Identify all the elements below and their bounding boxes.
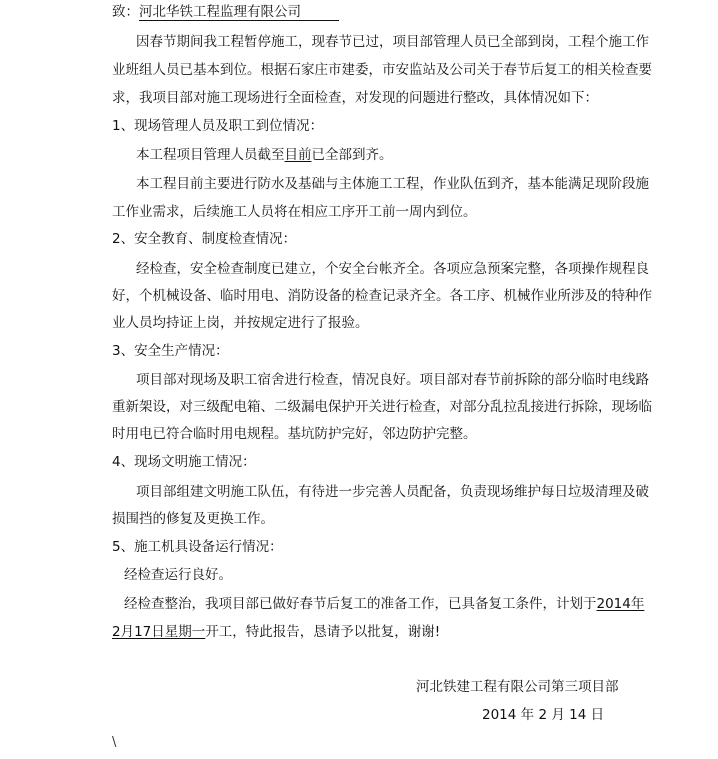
section-1-para-2-line-1: 本工程目前主要进行防水及基础与主体施工工程，作业队伍到齐，基本能满足现阶段施 (136, 176, 649, 192)
section-1-heading: 1、现场管理人员及职工到位情况： (112, 118, 324, 134)
section-4-heading: 4、现场文明施工情况： (112, 454, 256, 470)
section-5-heading: 5、施工机具设备运行情况： (112, 539, 283, 555)
section-2-line-3: 业人员均持证上岗，并按规定进行了报验。 (112, 315, 369, 331)
section-1-para-1-underlined: 目前 (284, 147, 312, 163)
section-5-line-1: 经检查运行良好。 (124, 567, 232, 583)
conclusion-date-day: 2月17日星期一 (112, 624, 206, 640)
section-1-para-1 (136, 146, 393, 164)
intro-line-2: 业班组人员已基本到位。根据石家庄市建委，市安监站及公司关于春节后复工的相关检查要 (112, 62, 652, 78)
intro-line-3: 求，我项目部对施工现场进行全面检查，对发现的问题进行整改，具体情况如下： (112, 90, 598, 106)
addressee-prefix: 致： (112, 4, 139, 20)
section-2-line-2: 好，个机械设备、临时用电、消防设备的检查记录齐全。各工序、机械作业所涉及的特种作 (112, 288, 652, 304)
section-1-para-2-line-2: 工作业需求，后续施工人员将在相应工序开工前一周内到位。 (112, 204, 477, 220)
section-1-para-1-a: 本工程项目管理人员截至 (136, 147, 285, 163)
section-3-heading: 3、安全生产情况： (112, 343, 229, 359)
signature-org: 河北铁建工程有限公司第三项目部 (416, 679, 619, 695)
conclusion-line-1 (124, 595, 644, 613)
trailing-mark: \ (112, 735, 117, 750)
conclusion-date-year: 2014年 (596, 596, 645, 612)
conclusion-line-2-b: 开工，特此报告，恳请予以批复，谢谢! (205, 624, 441, 640)
section-2-line-1: 经检查，安全检查制度已建立，个安全台帐齐全。各项应急预案完整，各项操作规程良 (136, 261, 649, 277)
conclusion-line-1-a: 经检查整治，我项目部已做好春节后复工的准备工作，已具备复工条件，计划于 (124, 596, 597, 612)
section-4-line-2: 损围挡的修复及更换工作。 (112, 511, 274, 527)
section-3-line-1: 项目部对现场及职工宿舍进行检查，情况良好。项目部对春节前拆除的部分临时电线路 (136, 372, 649, 388)
section-3-line-2: 重新架设，对三级配电箱、二级漏电保护开关进行检查，对部分乱拉乱接进行拆除，现场临 (112, 399, 652, 415)
section-4-line-1: 项目部组建文明施工队伍，有待进一步完善人员配备，负责现场维护每日垃圾清理及破 (136, 484, 649, 500)
intro-line-1: 因春节期间我工程暂停施工，现春节已过，项目部管理人员已全部到岗，工程个施工作 (136, 34, 649, 50)
section-2-heading: 2、安全教育、制度检查情况： (112, 231, 297, 247)
conclusion-line-2 (112, 623, 440, 641)
signature-date: 2014 年 2 月 14 日 (482, 707, 605, 723)
section-1-para-1-b: 已全部到齐。 (311, 147, 393, 163)
section-3-line-3: 时用电已符合临时用电规程。基坑防护完好，邻边防护完整。 (112, 426, 477, 442)
addressee-name: 河北华铁工程监理有限公司 (139, 5, 339, 21)
addressee-line (112, 3, 339, 21)
